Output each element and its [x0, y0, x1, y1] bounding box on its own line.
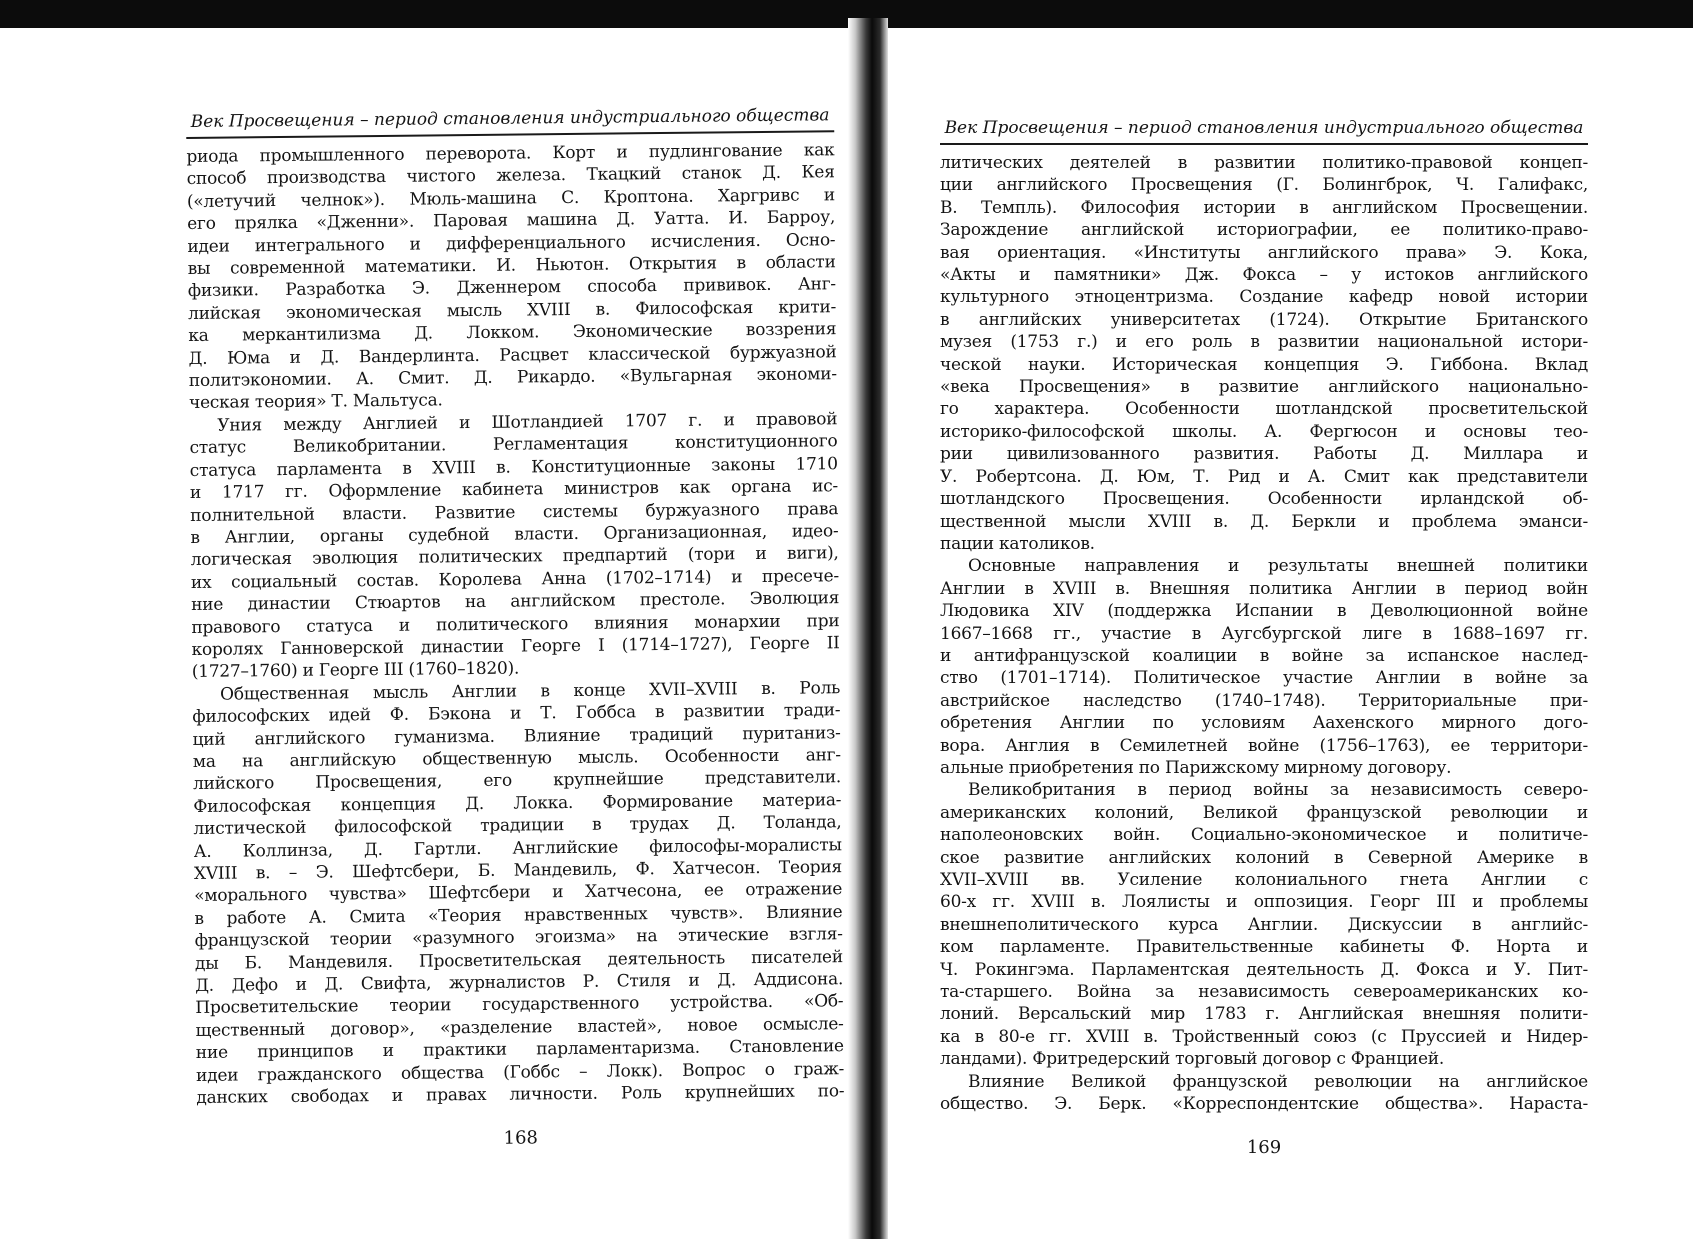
text-line: идеи интегрального и дифференциального исчисления. Осно- — [187, 229, 836, 257]
text-line: пации католиков. — [940, 533, 1095, 554]
text-line: вая ориентация. «Институты английского права» Э. Кока, — [940, 242, 1588, 263]
text-line: внешнеполитического курса Англии. Дискуссии в английс- — [940, 914, 1588, 935]
text-line: Основные направления и результаты внешней политики — [968, 556, 1588, 577]
text-line: ское развитие английских колоний в Северной Америке в — [940, 847, 1588, 868]
text-line: ды Б. Мандевиля. Просветительская деятельность писателей — [194, 946, 843, 974]
text-line: его прялка «Дженни». Паровая машина Д. Уатта. И. Барроу, — [187, 207, 836, 235]
text-line: ческая теория» Т. Мальтуса. — [188, 390, 443, 414]
text-line: У. Робертсона. Д. Юм, Т. Рид и А. Смит как представители — [940, 466, 1588, 487]
text-line: общество. Э. Берк. «Корреспондентские общества». Нараста- — [940, 1094, 1588, 1115]
page-number: 168 — [503, 1127, 539, 1150]
scan-top-edge — [0, 0, 1693, 28]
text-line: политэкономии. А. Смит. Д. Рикардо. «Вульгарная экономи- — [188, 364, 837, 392]
text-line: американских колоний, Великой французской революции и — [940, 802, 1588, 823]
text-line: щественной мысли XVIII в. Д. Беркли и проблема эманси- — [940, 511, 1588, 532]
text-line: Ч. Рокингэма. Парламентская деятельность Д. Фокса и У. Пит- — [940, 959, 1588, 980]
text-line: В. Темпль). Философия истории в английском Просвещении. — [940, 197, 1588, 218]
text-line: 60-х гг. XVIII в. Лоялисты и оппозиция. Георг III и проблемы — [940, 892, 1588, 913]
text-line: и 1717 гг. Оформление кабинета министров как органа ис- — [189, 476, 839, 504]
text-line: Англии в XVIII в. Внешняя политика Англии в период войн — [940, 578, 1588, 599]
text-line: Влияние Великой французской революции на английское — [968, 1071, 1588, 1092]
text-line: та-старшего. Война за независимость североамериканских ко- — [940, 982, 1588, 1003]
text-line: французской теории «разумного эгоизма» на этические взгля- — [194, 924, 843, 952]
text-line: Уния между Англией и Шотландией 1707 г. и правовой — [217, 409, 838, 436]
text-line: ние принципов и практики парламентаризма. Становление — [195, 1036, 844, 1064]
text-line: логическая эволюция политических предпартий (тори и виги), — [190, 543, 839, 571]
text-line: способ производства чистого железа. Ткацкий станок Д. Кея — [186, 162, 835, 190]
text-line: музея (1753 г.) и его роль в развитии национальной истори- — [940, 332, 1588, 353]
page-number: 169 — [1246, 1137, 1282, 1159]
text-line: ние династии Стюартов на английском престоле. Эволюция — [191, 588, 840, 616]
page-body — [186, 139, 844, 1109]
text-line: ка в 80-е гг. XVIII в. Тройственный союз (с Пруссией и Нидер- — [940, 1026, 1588, 1047]
text-line: австрийское наследство (1740–1748). Территориальные при- — [940, 690, 1588, 711]
text-line: в английских университетах (1724). Открытие Британского — [940, 309, 1588, 330]
left-page — [186, 105, 845, 1152]
text-line: ций английского гуманизма. Влияние традиций пуританиз- — [192, 722, 841, 750]
text-line: данских свободах и правах личности. Роль крупнейших по- — [196, 1081, 845, 1109]
text-line: лийского Просвещения, его крупнейшие представители. — [192, 767, 842, 795]
text-line: Просветительские теории государственного устройства. «Об- — [195, 991, 844, 1019]
text-line: культурного этноцентризма. Создание кафедр новой истории — [940, 287, 1588, 308]
text-line: (1727–1760) и Георге III (1760–1820). — [191, 658, 520, 683]
text-line: вы современной математики. И. Ньютон. Открытия в области — [187, 252, 836, 280]
right-page — [940, 118, 1588, 1158]
text-line: наполеоновских войн. Социально-экономическое и политиче- — [940, 825, 1588, 846]
text-line: листической философской традиции в трудах Д. Толанда, — [193, 812, 842, 840]
running-head: Век Просвещения – период становления индустриального общества — [940, 118, 1588, 145]
text-line: ландами). Фритредерский торговый договор с Францией. — [940, 1049, 1445, 1070]
text-line: лоний. Версальский мир 1783 г. Английская внешняя полити- — [940, 1004, 1588, 1025]
text-line: полнительной власти. Развитие системы буржуазного права — [190, 498, 839, 526]
text-line: Философская концепция Д. Локка. Формирование материа- — [193, 789, 842, 817]
text-line: Общественная мысль Англии в конце XVII–XVIII в. Роль — [219, 677, 841, 705]
text-line: литических деятелей в развитии политико-правовой концеп- — [940, 153, 1588, 173]
text-line: ма на английскую общественную мысль. Особенности анг- — [192, 745, 841, 772]
text-line: королях Ганноверской династии Георге I (1714–1727), Георге II — [191, 633, 840, 660]
text-line: «Акты и памятники» Дж. Фокса – у истоков английского — [940, 265, 1588, 286]
text-line: го характера. Особенности шотландской просветительской — [940, 399, 1588, 420]
text-line: историко-философской школы. А. Фергюсон и основы тео- — [940, 421, 1588, 442]
text-line: ческой науки. Историческая концепция Э. Гиббона. Вклад — [940, 354, 1588, 375]
text-line: XVIII в. – Э. Шефтсбери, Б. Мандевиль, Ф. Хатчесон. Теория — [193, 857, 843, 884]
text-line: XVII–XVIII вв. Усиление колониального гнета Англии с — [940, 870, 1588, 890]
text-line: физики. Разработка Э. Дженнером способа прививок. Анг- — [187, 274, 836, 302]
text-line: вора. Англия в Семилетней войне (1756–1763), ее территори- — [940, 735, 1588, 756]
text-line: щественный договор», «разделение властей», новое осмысле- — [195, 1014, 844, 1041]
text-line: правового статуса и политического влияния монархии при — [191, 610, 840, 638]
text-line: 1667–1668 гг., участие в Аугсбургской лиге в 1688–1697 гг. — [940, 623, 1588, 644]
text-line: А. Коллинза, Д. Гартли. Английские философы-моралисты — [193, 834, 842, 862]
book-gutter — [848, 18, 888, 1239]
text-line: статуса парламента в XVIII в. Конституционные законы 1710 — [189, 453, 838, 481]
text-line: риода промышленного переворота. Корт и пудлингование как — [186, 140, 835, 167]
text-line: Людовика XIV (поддержка Испании в Деволюционной войне — [940, 601, 1588, 622]
text-line: в Англии, органы судебной власти. Организационная, идео- — [190, 521, 839, 548]
text-line: рии цивилизованного развития. Работы Д. Миллара и — [940, 444, 1588, 465]
text-line: в работе А. Смита «Теория нравственных чувств». Влияние — [194, 901, 843, 929]
text-line: лийская экономическая мысль XVIII в. Философская крити- — [188, 297, 837, 324]
text-line: философских идей Ф. Бэкона и Т. Гоббса в развитии тради- — [192, 700, 841, 728]
text-line: их социальный состав. Королева Анна (1702–1714) и пресече- — [190, 565, 839, 593]
text-line: Д. Юма и Д. Вандерлинта. Расцвет классической буржуазной — [188, 341, 837, 369]
running-head: Век Просвещения – период становления индустриального общества — [186, 105, 834, 139]
text-line: Зарождение английской историографии, ее политико-право- — [940, 220, 1588, 241]
text-line: обретения Англии по условиям Аахенского мирного дого- — [940, 713, 1588, 734]
text-line: ство (1701–1714). Политическое участие Англии в войне за — [940, 668, 1588, 689]
page-body — [940, 152, 1588, 1115]
text-line: «морального чувства» Шефтсбери и Хатчесона, ее отражение — [194, 879, 843, 907]
text-line: («летучий челнок»). Мюль-машина С. Кроптона. Харгривс и — [186, 185, 836, 212]
text-line: «века Просвещения» в развитие английского национально- — [940, 377, 1588, 398]
text-line: и антифранцузской коалиции в войне за испанское наслед- — [940, 645, 1588, 666]
text-line: альные приобретения по Парижскому мирному договору. — [940, 757, 1452, 778]
text-line: Великобритания в период войны за независимость северо- — [968, 780, 1588, 801]
text-line: статус Великобритании. Регламентация конституционного — [189, 431, 838, 459]
text-line: идеи гражданского общества (Гоббс – Локк). Вопрос о граж- — [195, 1058, 845, 1086]
text-line: ции английского Просвещения (Г. Болингброк, Ч. Галифакс, — [940, 175, 1588, 196]
text-line: шотландского Просвещения. Особенности ирландской об- — [940, 489, 1588, 510]
text-line: Д. Дефо и Д. Свифта, журналистов Р. Стиля и Д. Аддисона. — [195, 969, 844, 996]
text-line: ка меркантилизма Д. Локком. Экономические воззрения — [188, 319, 837, 347]
text-line: ком парламенте. Правительственные кабинеты Ф. Норта и — [940, 937, 1588, 958]
